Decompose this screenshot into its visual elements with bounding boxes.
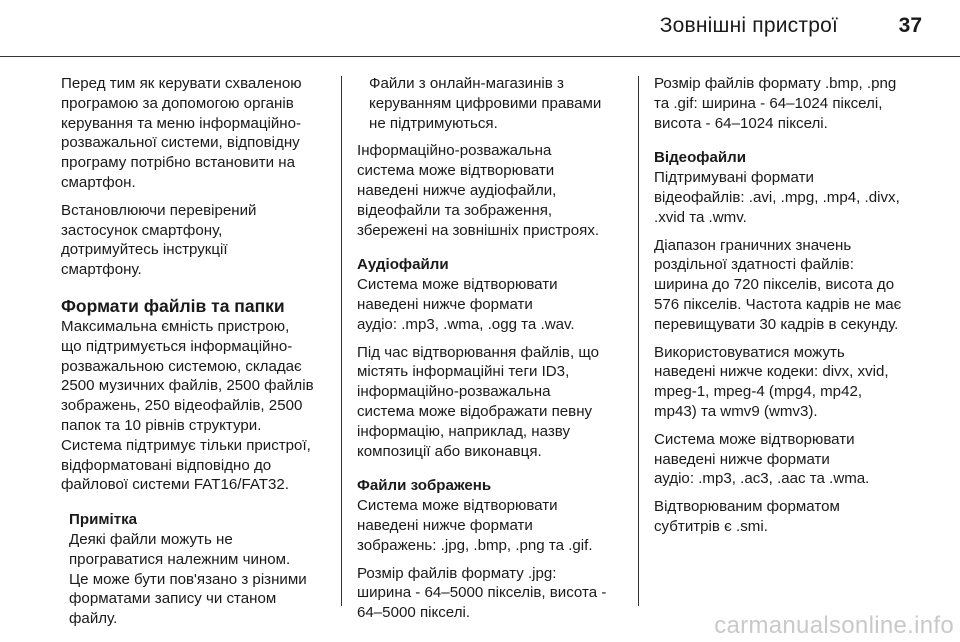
text-line: аудіо: .mp3, .ac3, .aac та .wma. xyxy=(654,470,870,488)
paragraph-bmp-size xyxy=(654,74,934,133)
text-line: Це може бути пов'язано з різними xyxy=(69,570,307,588)
paragraph-subtitles xyxy=(654,497,934,537)
text-line: відеофайли та зображення, xyxy=(357,201,553,219)
text-line: композиції або виконавця. xyxy=(357,442,542,460)
text-line: інформацію, наприклад, назву xyxy=(357,422,570,440)
text-line: форматами запису чи станом xyxy=(69,590,277,608)
text-line: не підтримуються. xyxy=(369,114,498,132)
text-line: Під час відтворювання файлів, що xyxy=(357,343,599,361)
paragraph-capacity xyxy=(61,317,333,495)
paragraph-intro xyxy=(61,74,333,193)
text-line: висота - 64–1024 пікселі. xyxy=(654,114,828,132)
text-line: наведені нижче кодеки: divx, xvid, xyxy=(654,363,889,381)
text-line: перевищувати 30 кадрів в секунду. xyxy=(654,315,899,333)
text-line: та .gif: ширина - 64–1024 пікселі, xyxy=(654,94,883,112)
note-block xyxy=(61,510,333,629)
text-line: інформаційно-розважальна xyxy=(357,383,551,401)
text-line: програмою за допомогою органів xyxy=(61,94,294,112)
text-line: папок та 10 рівнів структури. xyxy=(61,416,262,434)
text-line: програватися належним чином. xyxy=(69,550,291,568)
section-heading-video: Відеофайли xyxy=(654,149,747,167)
text-line: система може відображати певну xyxy=(357,402,593,420)
text-line: наведені нижче аудіофайли, xyxy=(357,181,557,199)
text-line: наведені нижче формати xyxy=(654,450,830,468)
text-line: ширина - 64–5000 пікселів, висота - xyxy=(357,584,607,602)
text-line: Відтворюваним форматом xyxy=(654,498,840,516)
text-line: 64–5000 пікселі. xyxy=(357,604,471,622)
column-divider-2 xyxy=(638,76,639,606)
paragraph-audio xyxy=(357,255,629,334)
text-line: керування та меню інформаційно- xyxy=(61,114,302,132)
text-line: Система може відтворювати xyxy=(654,430,855,448)
text-line: роздільної здатності файлів: xyxy=(654,256,854,274)
text-line: система може відтворювати xyxy=(357,162,555,180)
page-header xyxy=(0,0,960,56)
text-line: зображень, 250 відеофайлів, 2500 xyxy=(61,397,303,415)
paragraph-resolution xyxy=(654,236,934,335)
text-line: Система може відтворювати xyxy=(357,276,558,294)
column-2 xyxy=(357,74,629,631)
paragraph-online-drm xyxy=(357,74,629,133)
text-line: субтитрів є .smi. xyxy=(654,517,768,535)
text-line: Деякі файли можуть не xyxy=(69,530,233,548)
text-line: 576 пікселів. Частота кадрів не має xyxy=(654,295,902,313)
text-line: Підтримувані формати xyxy=(654,169,814,187)
paragraph-video xyxy=(654,148,934,227)
text-line: програму потрібно встановити на xyxy=(61,154,295,172)
text-line: розважальною системою, складає xyxy=(61,357,302,375)
text-line: смартфон. xyxy=(61,173,136,191)
paragraph-codecs xyxy=(654,343,934,422)
column-divider-1 xyxy=(341,76,342,606)
text-line: застосунок смартфону, xyxy=(61,221,223,239)
note-heading: Примітка xyxy=(69,511,138,529)
text-line: Розмір файлів формату .bmp, .png xyxy=(654,75,897,92)
text-line: Максимальна ємність пристрою, xyxy=(61,317,290,335)
section-heading-formats: Формати файлів та папки xyxy=(61,295,285,316)
paragraph-overview xyxy=(357,141,629,240)
text-line: Файли з онлайн-магазинів з xyxy=(369,75,564,92)
column-3 xyxy=(654,74,934,545)
text-line: відформатовані відповідно до xyxy=(61,456,272,474)
text-line: наведені нижче формати xyxy=(357,516,533,534)
text-line: mpeg-1, mpeg-4 (mpg4, mp42, xyxy=(654,383,863,401)
text-line: смартфону. xyxy=(61,261,142,279)
header-divider xyxy=(0,56,960,57)
watermark: carmanualsonline.info xyxy=(714,612,954,639)
text-line: файлової системи FAT16/FAT32. xyxy=(61,476,289,494)
text-line: Система підтримує тільки пристрої, xyxy=(61,436,311,454)
paragraph-install xyxy=(61,201,333,280)
text-line: Використовуватися можуть xyxy=(654,343,845,361)
text-line: Встановлюючи перевірений xyxy=(61,201,257,219)
text-line: збережені на зовнішніх пристроях. xyxy=(357,221,600,239)
paragraph-video-audio xyxy=(654,430,934,489)
text-line: Інформаційно-розважальна xyxy=(357,142,552,160)
text-line: ширина до 720 пікселів, висота до xyxy=(654,276,895,294)
page-title: Зовнішні пристрої xyxy=(659,14,838,37)
text-line: 2500 музичних файлів, 2500 файлів xyxy=(61,377,314,395)
text-line: що підтримується інформаційно- xyxy=(61,337,293,355)
text-line: Система може відтворювати xyxy=(357,497,558,515)
section-heading-audio: Аудіофайли xyxy=(357,256,449,274)
text-line: Розмір файлів формату .jpg: xyxy=(357,564,557,582)
text-line: Перед тим як керувати схваленою xyxy=(61,75,302,92)
text-line: mp43) та wmv9 (wmv3). xyxy=(654,402,818,420)
text-line: аудіо: .mp3, .wma, .ogg та .wav. xyxy=(357,315,575,333)
paragraph-images xyxy=(357,476,629,555)
text-line: файлу. xyxy=(69,610,118,628)
text-line: .xvid та .wmv. xyxy=(654,208,747,226)
paragraph-id3 xyxy=(357,343,629,462)
page-number: 37 xyxy=(898,14,922,37)
text-line: Діапазон граничних значень xyxy=(654,236,852,254)
text-line: розважальної системи, відповідну xyxy=(61,134,300,152)
section-heading-images: Файли зображень xyxy=(357,477,492,495)
text-line: відеофайлів: .avi, .mpg, .mp4, .divx, xyxy=(654,188,900,206)
column-1 xyxy=(61,74,333,629)
text-line: дотримуйтесь інструкції xyxy=(61,241,228,259)
paragraph-jpg-size xyxy=(357,564,629,623)
text-line: наведені нижче формати xyxy=(357,295,533,313)
text-line: містять інформаційні теги ID3, xyxy=(357,363,570,381)
text-line: зображень: .jpg, .bmp, .png та .gif. xyxy=(357,536,593,554)
text-line: керуванням цифровими правами xyxy=(369,94,602,112)
